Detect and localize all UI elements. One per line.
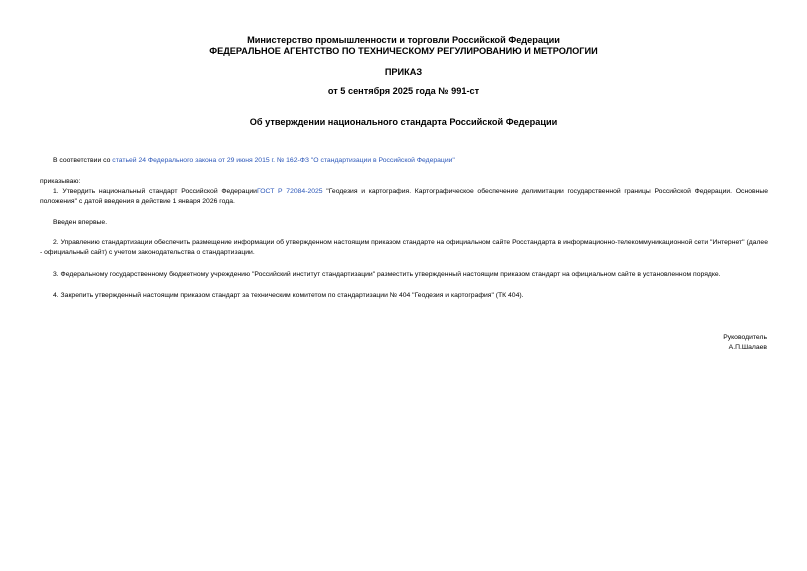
document-subject: Об утверждении национального стандарта Российской Федерации — [249, 117, 558, 127]
item-1-paragraph — [40, 187, 768, 207]
signature-title: Руководитель — [723, 334, 767, 341]
item-4-paragraph: 4. Закрепить утвержденный настоящим приказом стандарт за техническим комитетом по стандартизации № 404 "Геодезия и картография" (ТК 404). — [53, 292, 524, 299]
preamble-paragraph — [40, 156, 768, 166]
signature-name: А.П.Шалаев — [728, 344, 767, 351]
document-date-number: от 5 сентября 2025 года № 991-ст — [327, 86, 480, 96]
federal-law-link[interactable]: статьей 24 Федерального закона от 29 июня 2015 г. № 162-ФЗ "О стандартизации в Российской Федерации" — [112, 157, 455, 164]
preamble-prefix: В соответствии со — [53, 157, 113, 164]
item-2-paragraph: 2. Управлению стандартизации обеспечить размещение информации об утвержденном настоящим приказом стандарте на официальном сайте Росстандарта в информационно-телекоммуникационной сети "Интернет" (далее - официальный сайт) с учетом законодательства о стандартизации. — [40, 239, 768, 256]
item-3-paragraph: 3. Федеральному государственному бюджетному учреждению "Российский институт стандартизации" разместить утвержденный настоящим приказом стандарт на официальном сайте в установленном порядке. — [53, 271, 721, 278]
order-word: приказываю: — [40, 178, 81, 185]
item-1-prefix: 1. Утвердить национальный стандарт Российской Федерации — [53, 188, 257, 195]
gost-standard-link[interactable]: ГОСТ Р 72084-2025 — [256, 188, 323, 195]
intro-note: Введен впервые. — [53, 219, 108, 226]
document-type: ПРИКАЗ — [384, 67, 423, 77]
item-1-suffix: "Геодезия и картография. Картографическое обеспечение делимитации государственной границы Российской Федерации. Основные положения" с датой введения в действие 1 января 2026 года. — [40, 188, 769, 205]
ministry-heading: Министерство промышленности и торговли Российской Федерации — [247, 35, 560, 45]
agency-heading: ФЕДЕРАЛЬНОЕ АГЕНТСТВО ПО ТЕХНИЧЕСКОМУ РЕГУЛИРОВАНИЮ И МЕТРОЛОГИИ — [209, 46, 598, 56]
